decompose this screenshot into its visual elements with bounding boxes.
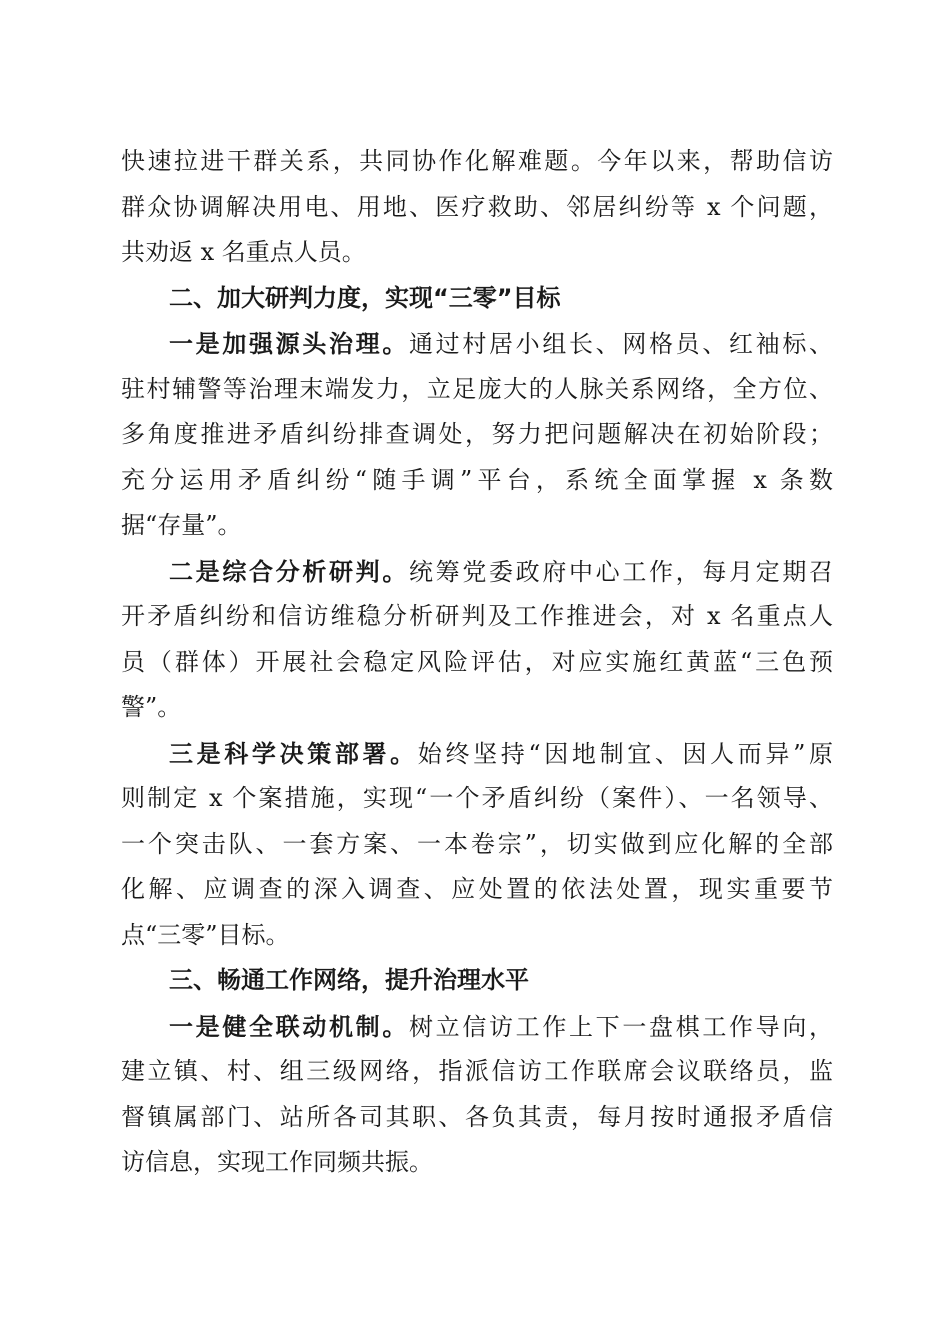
- paragraph-line: [121, 549, 833, 595]
- paragraph-line: 点“三零”目标。: [121, 920, 290, 949]
- paragraph-line: 充分运用矛盾纠纷“随手调”平台，系统全面掌握 x 条数: [121, 465, 833, 494]
- paragraph-line: 警”。: [121, 693, 182, 721]
- paragraph-line: 员（群体）开展社会稳定风险评估，对应实施红黄蓝“三色预: [121, 647, 833, 676]
- paragraph-line: 开矛盾纠纷和信访维稳分析研判及工作推进会，对 x 名重点人: [121, 602, 833, 630]
- paragraph-text: 通过村居小组长、网格员、红袖标、: [409, 330, 833, 358]
- paragraph-line: 群众协调解决用电、用地、医疗救助、邻居纠纷等 x 个问题，: [121, 192, 833, 221]
- paragraph-line: 一个突击队、一套方案、一本卷宗”，切实做到应化解的全部: [121, 829, 833, 858]
- paragraph-lead: 一是加强源头治理。: [169, 329, 409, 358]
- paragraph-line: 据“存量”。: [121, 511, 242, 539]
- paragraph-line: 则制定 x 个案措施，实现“一个矛盾纠纷（案件）、一名领导、: [121, 784, 833, 812]
- paragraph-line: 共劝返 x 名重点人员。: [121, 238, 366, 266]
- paragraph-line: 驻村辅警等治理末端发力，立足庞大的人脉关系网络，全方位、: [121, 374, 833, 403]
- paragraph-text: 统筹党委政府中心工作，每月定期召: [409, 557, 833, 586]
- paragraph-line: [121, 1004, 833, 1050]
- paragraph-line: 督镇属部门、站所各司其职、各负其责，每月按时通报矛盾信: [121, 1102, 833, 1131]
- paragraph-text: 树立信访工作上下一盘棋工作导向，: [409, 1012, 833, 1041]
- paragraph-line: 化解、应调查的深入调查、应处置的依法处置，现实重要节: [121, 875, 833, 903]
- paragraph-line: 访信息，实现工作同频共振。: [121, 1148, 433, 1176]
- document-page: [121, 139, 833, 1186]
- paragraph-line: 多角度推进矛盾纠纷排查调处，努力把问题解决在初始阶段；: [121, 420, 833, 448]
- paragraph-lead: 二是综合分析研判。: [169, 556, 409, 586]
- paragraph-line: 快速拉进干群关系，共同协作化解难题。今年以来，帮助信访: [121, 147, 833, 175]
- paragraph-lead: 一是健全联动机制。: [169, 1011, 409, 1041]
- paragraph-line: [121, 731, 833, 777]
- section-heading: 三、畅通工作网络，提升治理水平: [169, 966, 529, 994]
- paragraph-line: 建立镇、村、组三级网络，指派信访工作联席会议联络员，监: [121, 1057, 833, 1085]
- paragraph-lead: 三是科学决策部署。: [169, 738, 418, 768]
- section-heading: 二、加大研判力度，实现“三零”目标: [169, 283, 561, 312]
- paragraph-line: [121, 321, 833, 367]
- paragraph-text: 始终坚持“因地制宜、因人而异”原: [417, 739, 833, 768]
